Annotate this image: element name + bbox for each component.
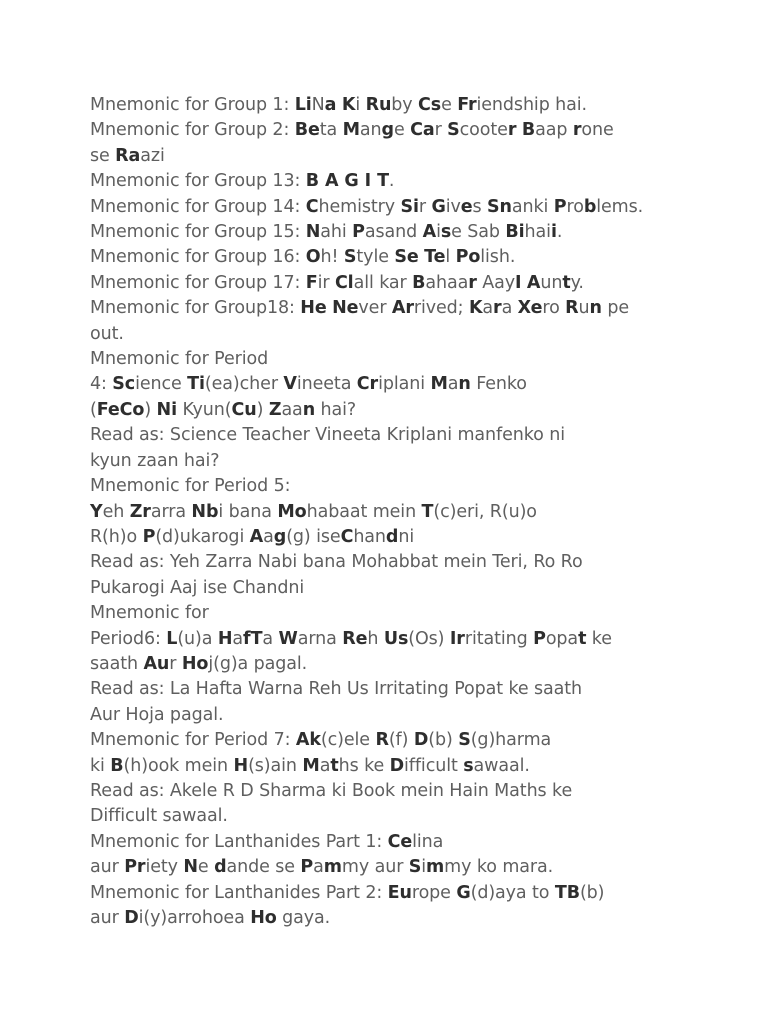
text-segment: aur — [90, 857, 125, 878]
bold-letters: d — [385, 526, 399, 547]
bold-letters: P — [352, 222, 365, 243]
text-segment: l — [445, 247, 456, 268]
text-segment: ro — [542, 298, 566, 319]
bold-letters: Ni — [156, 399, 177, 420]
text-line — [90, 144, 690, 169]
bold-letters: G — [431, 196, 446, 217]
text-segment: asand — [364, 222, 423, 243]
text-segment: (d)ukarogi — [155, 526, 250, 547]
text-segment: my ko mara. — [444, 857, 554, 878]
bold-letters: Cl — [334, 272, 354, 293]
bold-letters: Ce — [387, 831, 413, 852]
bold-letters: R — [565, 298, 579, 319]
text-segment: i — [355, 95, 366, 115]
bold-letters: Us — [383, 628, 409, 649]
text-segment: iv — [445, 196, 461, 217]
text-segment: awaal. — [473, 755, 530, 776]
text-segment: e — [451, 222, 468, 243]
text-segment: iendship hai. — [476, 95, 588, 115]
text-segment: r — [418, 196, 432, 217]
bold-letters: n — [458, 374, 471, 395]
bold-letters: Ne — [332, 298, 359, 319]
text-segment: iety — [145, 857, 184, 878]
text-line — [90, 474, 690, 499]
text-segment: a — [232, 628, 244, 649]
bold-letters: r — [572, 120, 582, 141]
text-segment: i — [421, 857, 427, 878]
text-segment: one — [581, 120, 614, 141]
bold-letters: A — [249, 526, 264, 547]
text-segment: Mnemonic for Group 14: — [90, 196, 306, 217]
text-segment: rived; — [413, 298, 469, 319]
text-segment: lina — [412, 831, 444, 852]
text-segment: rope — [411, 882, 457, 903]
bold-letters: K — [468, 298, 483, 319]
text-segment: ande se — [226, 857, 301, 878]
text-segment: (d)aya to — [470, 882, 555, 903]
bold-letters: S — [458, 730, 471, 751]
text-segment: arna — [297, 628, 343, 649]
text-segment: Pukarogi Aaj ise Chandni — [90, 577, 305, 598]
bold-letters: Mo — [277, 501, 307, 522]
bold-letters: I — [515, 272, 522, 293]
text-segment: a — [262, 628, 279, 649]
text-segment: i — [436, 222, 441, 243]
text-segment: eh — [102, 501, 130, 522]
bold-letters: S — [343, 247, 357, 268]
bold-letters: d — [214, 857, 227, 878]
text-segment: all kar — [353, 272, 413, 293]
text-line — [90, 271, 690, 296]
text-segment: Mnemonic for Group 13: — [90, 171, 306, 192]
text-segment: Mnemonic for Lanthanides Part 2: — [90, 882, 388, 903]
text-line — [90, 703, 690, 728]
text-line — [90, 576, 690, 601]
bold-letters: H — [217, 628, 233, 649]
bold-letters: T — [421, 501, 434, 522]
text-segment: kyun zaan hai? — [90, 450, 220, 471]
text-segment: Mnemonic for Group 2: — [90, 120, 295, 141]
text-segment: Mnemonic for Group 15: — [90, 222, 306, 243]
bold-letters: D — [389, 755, 405, 776]
text-segment: ni — [398, 526, 415, 547]
text-segment: u — [578, 298, 590, 319]
bold-letters: s — [440, 222, 452, 243]
text-line — [90, 296, 690, 321]
mnemonics-document — [90, 93, 690, 931]
text-line — [90, 118, 690, 143]
text-segment: hai? — [315, 399, 357, 420]
text-segment: ta — [319, 120, 343, 141]
bold-letters: t — [562, 272, 571, 293]
text-segment: hai — [524, 222, 551, 243]
text-segment: a — [501, 298, 518, 319]
text-line — [90, 398, 690, 423]
text-segment: ifficult — [404, 755, 464, 776]
bold-letters: Ak — [295, 730, 321, 751]
bold-letters: M — [342, 120, 360, 141]
text-segment: my aur — [341, 857, 409, 878]
text-segment: Mnemonic for Group 16: — [90, 247, 306, 268]
bold-letters: C — [305, 196, 319, 217]
bold-letters: B A G I T — [305, 171, 389, 192]
bold-letters: S — [408, 857, 422, 878]
text-segment: Read as: Yeh Zarra Nabi bana Mohabbat mein Teri, Ro Ro — [90, 552, 583, 573]
text-segment: iplani — [378, 374, 431, 395]
bold-letters: FeCo — [96, 399, 145, 420]
bold-letters: Xe — [517, 298, 543, 319]
text-segment: ritating — [464, 628, 534, 649]
text-line — [90, 830, 690, 855]
bold-letters: r — [493, 298, 502, 319]
text-line — [90, 93, 690, 118]
bold-letters: Ar — [391, 298, 414, 319]
text-segment: pe — [601, 298, 630, 319]
bold-letters: e — [460, 196, 473, 217]
bold-letters: Ir — [449, 628, 465, 649]
text-segment: ) — [256, 399, 269, 420]
text-segment: Period6: — [90, 628, 167, 649]
text-segment: (b) — [579, 882, 605, 903]
text-segment: aap — [535, 120, 573, 141]
text-segment: gaya. — [276, 908, 331, 928]
text-segment: ( — [90, 399, 97, 420]
bold-letters: s — [463, 755, 474, 776]
text-line — [90, 500, 690, 525]
bold-letters: O — [305, 247, 321, 268]
bold-letters: N — [183, 857, 198, 878]
text-line — [90, 322, 690, 347]
bold-letters: S — [447, 120, 460, 141]
bold-letters: g — [273, 526, 287, 547]
text-segment: ineeta — [296, 374, 357, 395]
bold-letters: Ca — [410, 120, 435, 141]
text-segment: s — [472, 196, 487, 217]
text-segment: Mnemonic for Group18: — [90, 298, 301, 319]
text-line — [90, 372, 690, 397]
bold-letters: Ru — [365, 95, 392, 115]
text-segment: . — [556, 222, 563, 243]
text-segment: (g)harma — [470, 730, 552, 751]
text-line — [90, 627, 690, 652]
bold-letters: n — [589, 298, 602, 319]
bold-letters: C — [340, 526, 354, 547]
text-segment: hemistry — [318, 196, 401, 217]
text-segment: h! — [320, 247, 344, 268]
bold-letters: R — [375, 730, 389, 751]
text-segment: ience — [135, 374, 188, 395]
bold-letters: Be — [294, 120, 320, 141]
bold-letters: T — [250, 628, 263, 649]
text-segment: (Os) — [408, 628, 450, 649]
text-segment: h — [367, 628, 384, 649]
bold-letters: r — [468, 272, 477, 293]
text-segment: coote — [459, 120, 508, 141]
text-segment: (g)a pagal. — [213, 653, 308, 674]
text-segment: aa — [281, 399, 303, 420]
bold-letters: Ho — [181, 653, 209, 674]
bold-letters: b — [583, 196, 597, 217]
bold-letters: Z — [268, 399, 282, 420]
bold-letters: V — [283, 374, 297, 395]
text-segment: Kyun( — [176, 399, 232, 420]
bold-letters: Sc — [112, 374, 136, 395]
text-segment: Fenko — [470, 374, 527, 395]
text-segment: r — [169, 653, 182, 674]
text-line — [90, 525, 690, 550]
bold-letters: N — [305, 222, 321, 243]
text-segment: R(h)o — [90, 526, 143, 547]
bold-letters: Zr — [129, 501, 151, 522]
text-line — [90, 779, 690, 804]
text-segment: Aur Hoja pagal. — [90, 704, 224, 725]
text-line — [90, 347, 690, 372]
text-segment: Mnemonic for Group 17: — [90, 272, 306, 293]
bold-letters: Po — [455, 247, 481, 268]
bold-letters: n — [302, 399, 316, 420]
text-segment: (f) — [388, 730, 414, 751]
text-segment: e — [197, 857, 215, 878]
bold-letters: F — [305, 272, 318, 293]
bold-letters: m — [426, 857, 445, 878]
text-segment: anki — [511, 196, 554, 217]
bold-letters: Eu — [387, 882, 412, 903]
bold-letters: g — [381, 120, 394, 141]
text-segment: lish. — [480, 247, 516, 268]
text-segment: (c)ele — [320, 730, 376, 751]
text-segment: i(y)arrohoea — [138, 908, 251, 928]
bold-letters: Bi — [505, 222, 525, 243]
text-segment: ir — [317, 272, 335, 293]
text-line — [90, 449, 690, 474]
bold-letters: t — [330, 755, 339, 776]
text-segment: out. — [90, 323, 124, 344]
bold-letters: Pr — [124, 857, 146, 878]
bold-letters: M — [302, 755, 320, 776]
bold-letters: Nb — [191, 501, 219, 522]
bold-letters: P — [142, 526, 156, 547]
text-segment: tyle — [356, 247, 395, 268]
bold-letters: M — [430, 374, 448, 395]
text-segment: arra — [150, 501, 192, 522]
text-segment: (u)a — [177, 628, 218, 649]
text-segment: a — [263, 526, 274, 547]
text-line — [90, 881, 690, 906]
bold-letters: Fr — [457, 95, 477, 115]
bold-letters: K — [341, 95, 356, 115]
text-line — [90, 601, 690, 626]
text-segment: Mnemonic for Period — [90, 349, 269, 370]
text-line — [90, 423, 690, 448]
text-segment: Sab — [467, 222, 506, 243]
bold-letters: f — [243, 628, 251, 649]
bold-letters: H — [233, 755, 249, 776]
bold-letters: A — [526, 272, 541, 293]
text-line — [90, 169, 690, 194]
bold-letters: TB — [554, 882, 580, 903]
bold-letters: B — [110, 755, 124, 776]
bold-letters: Ho — [250, 908, 277, 928]
text-line — [90, 195, 690, 220]
text-segment: a — [313, 857, 324, 878]
text-segment: N — [311, 95, 325, 115]
bold-letters: Te — [424, 247, 446, 268]
bold-letters: He — [300, 298, 327, 319]
text-segment: ke — [586, 628, 612, 649]
text-segment: (s)ain — [248, 755, 303, 776]
text-line — [90, 906, 690, 931]
bold-letters: Ra — [115, 145, 141, 166]
bold-letters: B — [521, 120, 536, 141]
bold-letters: Re — [342, 628, 368, 649]
text-segment: . — [388, 171, 395, 192]
text-segment: Read as: Science Teacher Vineeta Kriplani manfenko ni — [90, 425, 565, 446]
bold-letters: D — [124, 908, 139, 928]
bold-letters: Ti — [187, 374, 205, 395]
bold-letters: P — [533, 628, 546, 649]
text-segment: hs ke — [338, 755, 390, 776]
bold-letters: m — [323, 857, 342, 878]
bold-letters: Y — [90, 501, 103, 522]
text-segment: by — [391, 95, 419, 115]
text-segment: aur — [90, 908, 125, 928]
text-segment: ro — [566, 196, 584, 217]
text-segment: han — [353, 526, 386, 547]
text-segment: saath — [90, 653, 144, 674]
bold-letters: W — [278, 628, 298, 649]
text-segment: Mnemonic for Period 7: — [90, 730, 296, 751]
text-segment: azi — [140, 145, 165, 166]
text-line — [90, 245, 690, 270]
text-segment: a — [447, 374, 459, 395]
bold-letters: P — [300, 857, 314, 878]
bold-letters: Li — [294, 95, 312, 115]
bold-letters: P — [553, 196, 567, 217]
text-segment: Difficult sawaal. — [90, 806, 228, 827]
text-segment: r — [434, 120, 448, 141]
text-segment: e — [441, 95, 458, 115]
text-segment: ) — [144, 399, 157, 420]
text-segment: se — [90, 145, 116, 166]
text-line — [90, 754, 690, 779]
text-segment: (b) — [428, 730, 459, 751]
text-line — [90, 728, 690, 753]
bold-letters: t — [578, 628, 587, 649]
bold-letters: A — [422, 222, 437, 243]
bold-letters: G — [456, 882, 471, 903]
text-segment: lems. — [596, 196, 644, 217]
text-line — [90, 677, 690, 702]
bold-letters: L — [166, 628, 178, 649]
text-line — [90, 652, 690, 677]
text-segment: Read as: La Hafta Warna Reh Us Irritating Popat ke saath — [90, 679, 583, 700]
text-segment: Mnemonic for Lanthanides Part 1: — [90, 831, 388, 852]
bold-letters: r — [507, 120, 517, 141]
bold-letters: B — [412, 272, 426, 293]
bold-letters: Sn — [487, 196, 512, 217]
text-segment: ki — [90, 755, 111, 776]
bold-letters: D — [413, 730, 429, 751]
text-segment: ahi — [320, 222, 353, 243]
text-segment: Read as: Akele R D Sharma ki Book mein Hain Maths ke — [90, 780, 573, 801]
text-segment: Mnemonic for — [90, 603, 209, 624]
bold-letters: Si — [400, 196, 419, 217]
bold-letters: Se — [394, 247, 419, 268]
text-segment: (g) ise — [286, 526, 341, 547]
text-segment: a — [319, 755, 331, 776]
text-line — [90, 220, 690, 245]
text-segment: Aay — [476, 272, 515, 293]
text-line — [90, 804, 690, 829]
bold-letters: Cs — [418, 95, 442, 115]
text-segment: (h)ook mein — [123, 755, 234, 776]
text-line — [90, 855, 690, 880]
text-line — [90, 550, 690, 575]
text-segment: (ea)cher — [204, 374, 284, 395]
bold-letters: Au — [143, 653, 170, 674]
text-segment: (c)eri, R(u)o — [433, 501, 537, 522]
text-segment: opa — [545, 628, 579, 649]
bold-letters: a — [324, 95, 337, 115]
text-segment: un — [540, 272, 563, 293]
text-segment: an — [359, 120, 382, 141]
text-segment: ahaa — [425, 272, 469, 293]
bold-letters: Cr — [356, 374, 379, 395]
bold-letters: Cu — [231, 399, 257, 420]
bold-letters: i — [550, 222, 557, 243]
text-segment: a — [482, 298, 494, 319]
text-segment: e — [393, 120, 411, 141]
text-segment: j — [208, 653, 214, 674]
text-segment: habaat mein — [306, 501, 422, 522]
text-segment: 4: — [90, 374, 113, 395]
text-segment: ver — [358, 298, 392, 319]
text-segment: y. — [570, 272, 584, 293]
text-segment: Mnemonic for Period 5: — [90, 476, 291, 497]
text-segment: i bana — [218, 501, 278, 522]
text-segment: Mnemonic for Group 1: — [90, 95, 295, 115]
